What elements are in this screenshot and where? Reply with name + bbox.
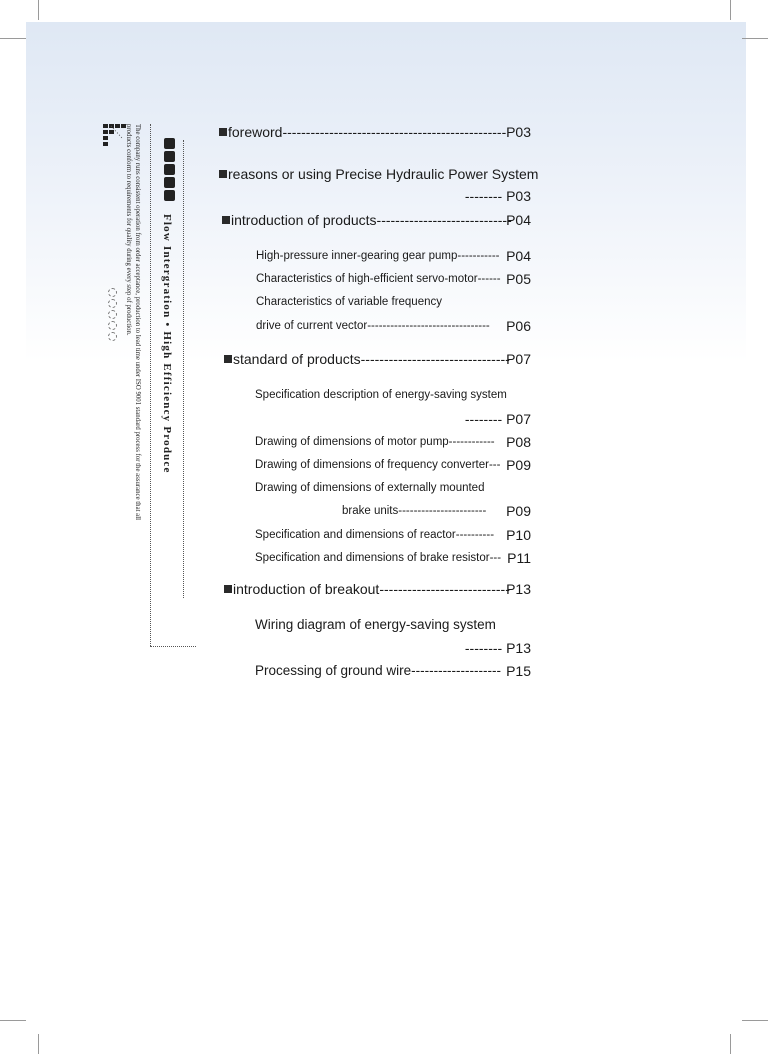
toc-page: P03 (506, 188, 531, 204)
toc-entry-standard[interactable] (224, 351, 531, 367)
toc-leader: ---------------------------- (379, 581, 510, 597)
toc-label: Wiring diagram of energy-saving system (255, 617, 496, 632)
crop-mark (0, 38, 26, 39)
toc-entry-breakout[interactable] (224, 581, 531, 597)
toc-label: Characteristics of high-efficient servo-motor (256, 273, 478, 285)
toc-leader: -------- (464, 640, 503, 656)
toc-entry-reasons-page[interactable] (219, 188, 531, 204)
toc-entry-foreword[interactable] (219, 124, 531, 140)
toc-leader: -------- (464, 188, 503, 204)
crop-mark (730, 1034, 731, 1054)
toc-label: Specification and dimensions of brake resistor (255, 552, 490, 564)
toc-page: P04 (506, 212, 531, 228)
toc-entry-brake-resistor[interactable] (255, 552, 531, 564)
toc-entry-brake-units[interactable] (255, 482, 484, 494)
toc-entry-vf-drive-page[interactable] (256, 320, 531, 332)
toc-page: P08 (506, 434, 531, 450)
toc-label: Drawing of dimensions of motor pump (255, 436, 449, 448)
bullet-square-icon (219, 170, 227, 178)
toc-page: P09 (506, 457, 531, 473)
bullet-square-icon (219, 128, 227, 136)
toc-label: foreword (228, 124, 283, 140)
bullet-square-icon (224, 585, 232, 593)
toc-page: P05 (506, 271, 531, 287)
toc-page: P03 (506, 124, 531, 140)
toc-entry-servo-motor[interactable] (256, 273, 531, 285)
toc-page: P11 (507, 550, 531, 566)
toc-entry-spec-desc-page[interactable] (255, 411, 531, 427)
toc-page: P15 (506, 663, 531, 679)
toc-page: P10 (506, 527, 531, 543)
crop-mark (742, 38, 768, 39)
frame-dotted-line (150, 646, 196, 647)
crop-mark (0, 1020, 26, 1021)
toc-page: P13 (506, 640, 531, 656)
crop-mark (38, 1034, 39, 1054)
frame-dotted-line (183, 140, 184, 598)
toc-label: Processing of ground wire (255, 663, 412, 678)
toc-leader: ------------------------------------------------ (282, 124, 507, 140)
toc-entry-spec-desc[interactable] (255, 389, 507, 401)
bullet-square-icon (222, 216, 230, 224)
toc-leader: ----------------------------- (376, 212, 512, 228)
toc-page: P07 (506, 411, 531, 427)
toc-leader: -------- (464, 411, 503, 427)
toc-entry-wiring[interactable] (255, 617, 496, 632)
crop-mark (38, 0, 39, 20)
toc-entry-intro-products[interactable] (222, 212, 531, 228)
toc-label: introduction of products (231, 212, 377, 228)
toc-leader: --- (488, 459, 501, 471)
toc-label: brake units (342, 505, 399, 517)
toc-entry-gear-pump[interactable] (256, 250, 531, 262)
toc-leader: ------ (477, 273, 501, 285)
toc-entry-reactor[interactable] (255, 529, 531, 541)
frame-dotted-line (150, 124, 151, 646)
toc-leader: --- (489, 552, 502, 564)
toc-entry-motor-pump[interactable] (255, 436, 531, 448)
toc-page: P09 (506, 503, 531, 519)
toc-leader: ----------- (457, 250, 500, 262)
toc-page: P13 (506, 581, 531, 597)
toc-entry-brake-units-page[interactable] (342, 505, 531, 517)
toc-leader: ------------ (448, 436, 495, 448)
toc-entry-ground-wire[interactable] (255, 663, 531, 678)
toc-page: P06 (506, 318, 531, 334)
bullet-square-icon (224, 355, 232, 363)
toc-label: Specification description of energy-saving system (255, 389, 507, 401)
decorative-dotted-line (110, 124, 124, 140)
toc-page: P04 (506, 248, 531, 264)
toc-leader: -------------------------------- (360, 351, 510, 367)
toc-leader: -------------------- (411, 663, 502, 678)
toc-leader: -------------------------------- (367, 320, 490, 332)
toc-label: Drawing of dimensions of frequency converter (255, 459, 489, 471)
toc-page: P07 (506, 351, 531, 367)
toc-leader: ---------- (455, 529, 495, 541)
toc-label: Specification and dimensions of reactor (255, 529, 456, 541)
toc-label: Characteristics of variable frequency (256, 296, 442, 308)
toc-label: Drawing of dimensions of externally mounted (255, 482, 485, 494)
toc-label: standard of products (233, 351, 361, 367)
toc-leader: ----------------------- (398, 505, 487, 517)
crop-mark (742, 1020, 768, 1021)
company-statement: The company runs consistent operation from order acceptance, production to lead time under ISO 9001 standard process for the assurance that all products conform to requirements for quality during every step of production. (125, 124, 141, 520)
toc-label: drive of current vector (256, 320, 368, 332)
crop-mark (730, 0, 731, 20)
toc-label: High-pressure inner-gearing gear pump (256, 250, 458, 262)
slogan: Flow Intergration • High Efficiency Produce (161, 214, 173, 474)
toc-entry-wiring-page[interactable] (255, 640, 531, 656)
toc-entry-reasons[interactable] (219, 166, 538, 182)
toc-entry-freq-converter[interactable] (255, 459, 531, 471)
toc-label: introduction of breakout (233, 581, 380, 597)
toc-label: reasons or using Precise Hydraulic Power System (228, 166, 539, 182)
toc-entry-vf-drive[interactable] (256, 296, 442, 308)
